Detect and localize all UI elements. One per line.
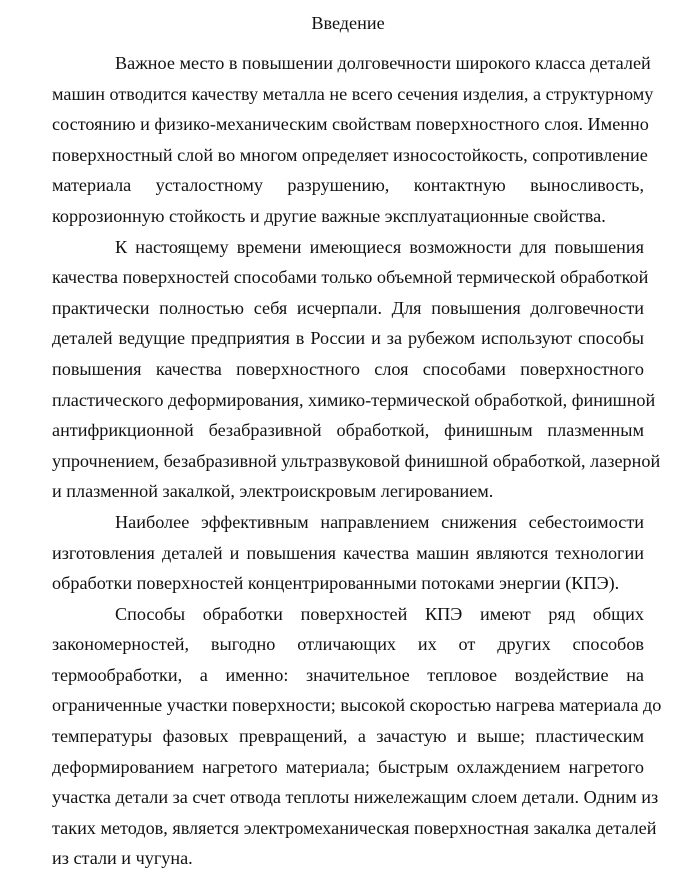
paragraph-line: машин отводится качеству металла не всего сечения изделия, а структурному bbox=[52, 83, 654, 104]
paragraph-line: закономерностей, выгодно отличающих их от других способов bbox=[52, 634, 644, 655]
paragraph-line: Важное место в повышении долговечности широкого класса деталей bbox=[115, 53, 651, 73]
paragraph-line: практически полностью себя исчерпали. Для повышения долговечности bbox=[52, 297, 644, 318]
paragraph-1 bbox=[52, 48, 654, 232]
paragraph-line: пластического деформирования, химико-термической обработкой, финишной bbox=[52, 389, 656, 410]
paragraph-line: материала усталостному разрушению, контактную выносливость, bbox=[52, 175, 644, 196]
paragraph-line: состоянию и физико-механическим свойствам поверхностного слоя. Именно bbox=[52, 114, 649, 135]
paragraph-line: Способы обработки поверхностей КПЭ имеют ряд общих bbox=[115, 603, 644, 624]
document-page bbox=[52, 0, 662, 874]
paragraph-line: изготовления деталей и повышения качества машин являются технологии bbox=[52, 542, 644, 563]
paragraph-line: деформированием нагретого материала; быстрым охлаждением нагретого bbox=[52, 756, 644, 777]
paragraph-line: поверхностный слой во многом определяет износостойкость, сопротивление bbox=[52, 144, 648, 165]
paragraph-line: Наиболее эффективным направлением снижения себестоимости bbox=[115, 511, 644, 532]
paragraph-line: упрочнением, безабразивной ультразвуковой финишной обработкой, лазерной bbox=[52, 450, 661, 471]
paragraph-line: обработки поверхностей концентрированными потоками энергии (КПЭ). bbox=[52, 573, 620, 594]
paragraph-line: повышения качества поверхностного слоя способами поверхностного bbox=[52, 358, 644, 379]
paragraph-line: таких методов, является электромеханическая поверхностная закалка деталей bbox=[52, 817, 657, 838]
paragraph-line: из стали и чугуна. bbox=[52, 848, 193, 869]
paragraph-4 bbox=[52, 599, 662, 874]
paragraph-line: участка детали за счет отвода теплоты нижележащим слоем детали. Одним из bbox=[52, 787, 659, 808]
paragraph-line: антифрикционной безабразивной обработкой, финишным плазменным bbox=[52, 420, 644, 441]
paragraph-line: коррозионную стойкость и другие важные эксплуатационные свойства. bbox=[52, 205, 606, 226]
paragraph-2 bbox=[52, 232, 661, 507]
paragraph-line: и плазменной закалкой, электроискровым легированием. bbox=[52, 481, 494, 502]
paragraph-line: ограниченные участки поверхности; высокой скоростью нагрева материала до bbox=[52, 695, 662, 716]
paragraph-line: термообработки, а именно: значительное тепловое воздействие на bbox=[52, 664, 644, 685]
paragraph-line: деталей ведущие предприятия в России и за рубежом используют способы bbox=[52, 328, 644, 349]
document-title: Введение bbox=[311, 13, 385, 33]
paragraph-line: К настоящему времени имеющиеся возможности для повышения bbox=[115, 236, 644, 257]
paragraph-line: температуры фазовых превращений, а зачастую и выше; пластическим bbox=[52, 726, 644, 747]
paragraph-line: качества поверхностей способами только объемной термической обработкой bbox=[52, 267, 649, 288]
paragraph-3 bbox=[52, 507, 644, 599]
